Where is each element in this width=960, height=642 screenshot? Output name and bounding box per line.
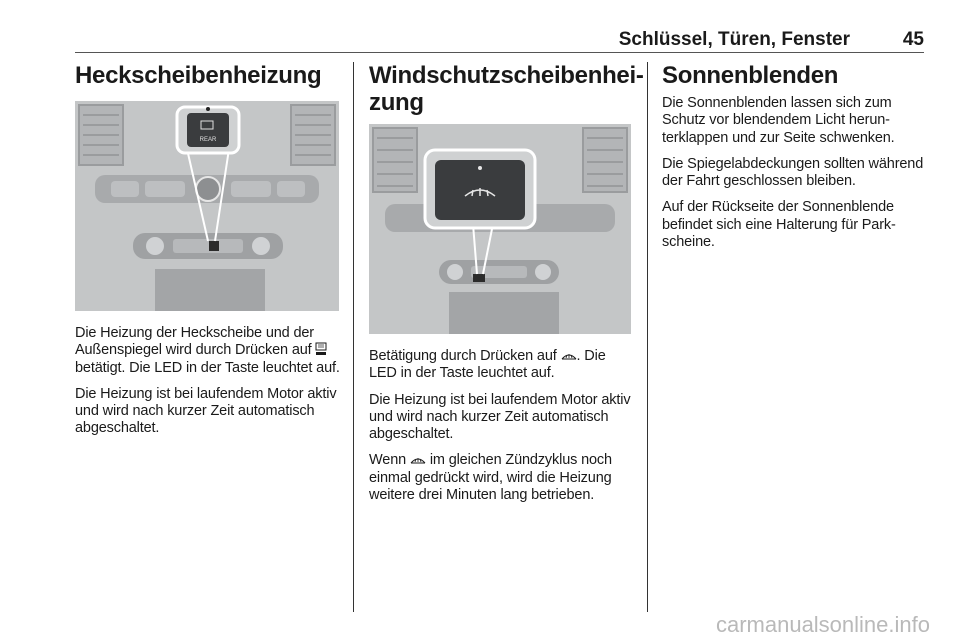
- section-title: Schlüssel, Türen, Fenster: [618, 29, 850, 50]
- paragraph-windshield-repeat: Wenn im gleichen Zündzyklus noch einmal gedrückt wird, wird die Heizung weitere drei Minuten lang betrieben.: [369, 452, 612, 504]
- column-rear-heating: [75, 62, 341, 447]
- paragraph-mirror-covers: Die Spiegelabdeckungen sollten während der Fahrt geschlossen bleiben.: [662, 155, 924, 190]
- header-rule: [75, 52, 924, 53]
- paragraph-rear-heating-auto-off: Die Heizung ist bei laufendem Motor aktiv und wird nach kurzer Zeit automatisch abgeschaltet.: [75, 385, 337, 437]
- paragraph-rear-heating-operation: Die Heizung der Heckscheibe und der Außenspiegel wird durch Drücken auf betätigt. Die LED in der Taste leuchtet auf.: [75, 325, 340, 376]
- column-sun-visors: [662, 62, 932, 260]
- rear-button-label: REAR: [199, 137, 217, 143]
- page-number: 45: [902, 29, 924, 50]
- air-vent-left: [79, 105, 123, 165]
- column-windshield-heating: [369, 62, 644, 513]
- air-vent-right: [583, 128, 627, 192]
- windshield-heating-figure: [369, 124, 631, 334]
- air-vent-left: [373, 128, 417, 192]
- rear-heating-figure: [75, 101, 339, 311]
- windshield-heating-icon: [561, 350, 577, 362]
- air-vent-right: [291, 105, 335, 165]
- rear-window-heating-icon: [315, 342, 327, 356]
- paragraph-sun-visors-usage: Die Sonnenblenden lassen sich zum Schutz vor blendendem Licht herunterklappen und zur Seite schwenken.: [662, 95, 895, 146]
- paragraph-windshield-operation: Betätigung durch Drücken auf . Die LED in der Taste leuchtet auf.: [369, 348, 606, 382]
- heading-sun-visors: Sonnenblenden: [662, 62, 839, 89]
- heading-windshield-heating: Windschutzscheibenheizung: [369, 62, 644, 116]
- windshield-heating-icon: [410, 454, 426, 466]
- watermark: carmanualsonline.info: [715, 612, 930, 637]
- column-divider-2: [647, 62, 648, 612]
- heading-rear-window-heating: Heckscheibenheizung: [75, 62, 322, 89]
- paragraph-windshield-auto-off: Die Heizung ist bei laufendem Motor aktiv und wird nach kurzer Zeit automatisch abgeschaltet.: [369, 391, 631, 443]
- paragraph-parking-ticket-holder: Auf der Rückseite der Sonnenblende befindet sich eine Halterung für Parkscheine.: [662, 199, 896, 251]
- column-divider-1: [353, 62, 354, 612]
